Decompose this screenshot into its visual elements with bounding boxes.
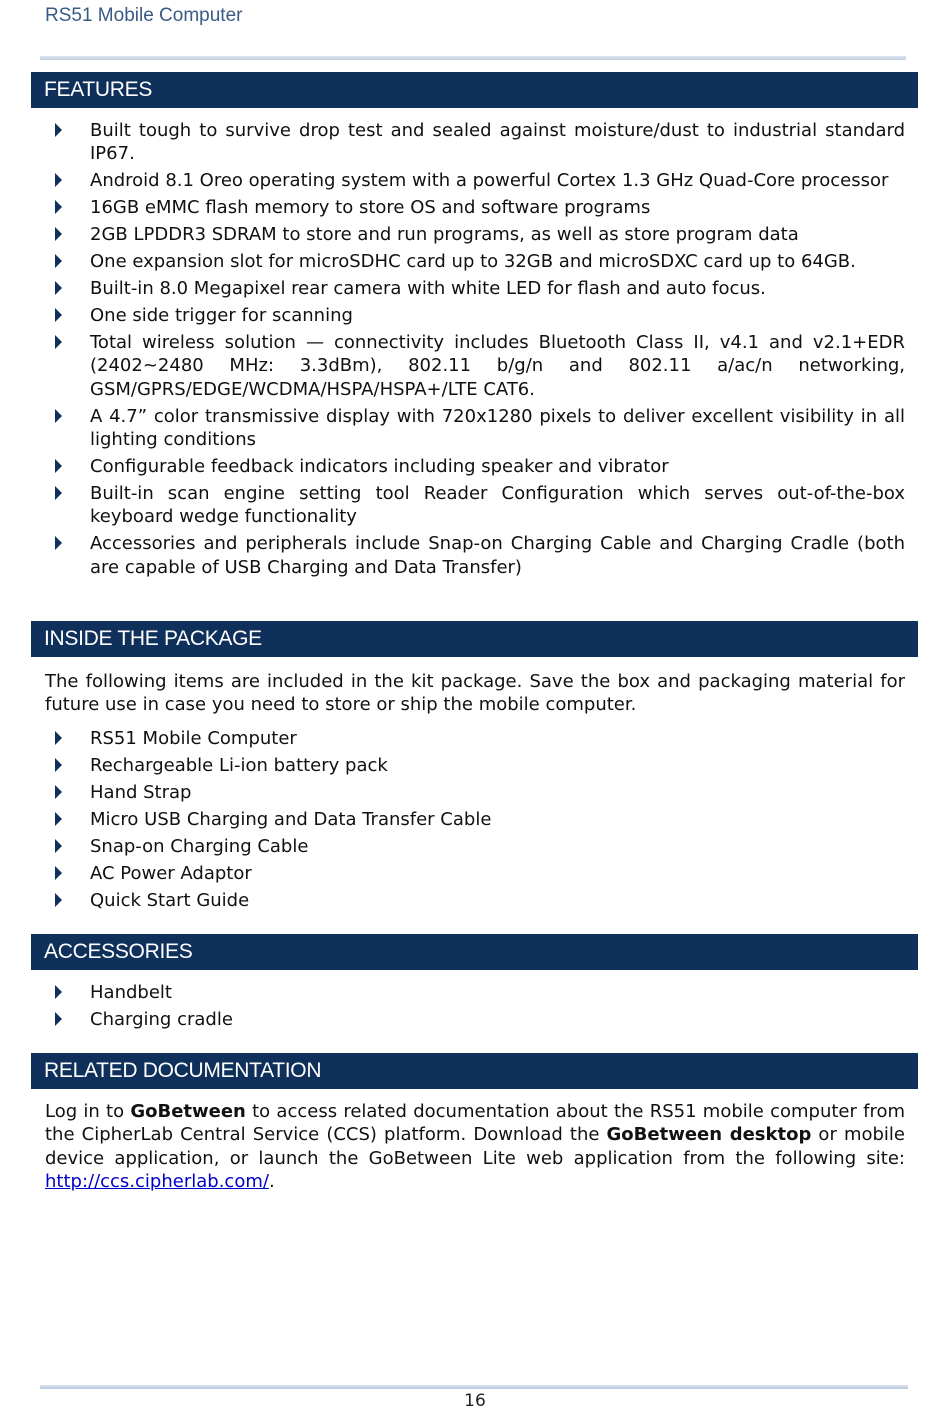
list-item: AC Power Adaptor xyxy=(31,862,918,885)
bullet-arrow-icon xyxy=(55,227,62,241)
list-item: Snap-on Charging Cable xyxy=(31,835,918,858)
running-header: RS51 Mobile Computer xyxy=(45,5,243,26)
accessories-section xyxy=(31,934,918,1031)
bullet-arrow-icon xyxy=(55,536,62,550)
bullet-arrow-icon xyxy=(55,254,62,268)
list-item: Built-in scan engine setting tool Reader Configuration which serves out-of-the-box keyboard wedge functionality xyxy=(31,482,918,529)
accessories-list xyxy=(31,981,918,1031)
list-item: A 4.7” color transmissive display with 720x1280 pixels to deliver excellent visibility in all lighting conditions xyxy=(31,405,918,452)
list-item: Built-in 8.0 Megapixel rear camera with white LED for flash and auto focus. xyxy=(31,277,918,300)
list-item: Hand Strap xyxy=(31,781,918,804)
bullet-arrow-icon xyxy=(55,123,62,137)
bullet-arrow-icon xyxy=(55,866,62,880)
list-item: Charging cradle xyxy=(31,1008,918,1031)
bullet-arrow-icon xyxy=(55,785,62,799)
list-item: RS51 Mobile Computer xyxy=(31,727,918,750)
gobetween-name: GoBetween xyxy=(130,1101,246,1122)
list-item: 16GB eMMC flash memory to store OS and software programs xyxy=(31,196,918,219)
list-item: Accessories and peripherals include Snap-on Charging Cable and Charging Cradle (both are capable of USB Charging and Data Transfer) xyxy=(31,532,918,579)
related-section xyxy=(31,1053,918,1193)
footer-rule xyxy=(40,1385,908,1389)
package-heading: INSIDE THE PACKAGE xyxy=(31,621,918,657)
gobetween-desktop-name: GoBetween desktop xyxy=(606,1124,812,1146)
ccs-link[interactable]: http://ccs.cipherlab.com/ xyxy=(45,1170,269,1192)
list-item: One expansion slot for microSDHC card up to 32GB and microSDXC card up to 64GB. xyxy=(31,250,918,273)
bullet-arrow-icon xyxy=(55,409,62,423)
page-number: 16 xyxy=(464,1391,486,1411)
bullet-arrow-icon xyxy=(55,839,62,853)
package-list xyxy=(31,727,918,912)
bullet-arrow-icon xyxy=(55,459,62,473)
bullet-arrow-icon xyxy=(55,173,62,187)
list-item: 2GB LPDDR3 SDRAM to store and run programs, as well as store program data xyxy=(31,223,918,246)
features-heading: FEATURES xyxy=(31,72,918,108)
package-intro: The following items are included in the kit package. Save the box and packaging material for future use in case you need to store or ship the mobile computer. xyxy=(45,671,905,716)
features-section xyxy=(31,72,918,579)
header-rule xyxy=(40,56,906,60)
bullet-arrow-icon xyxy=(55,1012,62,1026)
bullet-arrow-icon xyxy=(55,335,62,349)
list-item: Total wireless solution — connectivity includes Bluetooth Class II, v4.1 and v2.1+EDR (2402~2480 MHz: 3.3dBm), 802.11 b/g/n and 802.11 a/ac/n networking, GSM/GPRS/EDGE/WCDMA/HSPA/HSPA+/LTE CAT6. xyxy=(31,331,918,401)
list-item: Micro USB Charging and Data Transfer Cable xyxy=(31,808,918,831)
list-item: Configurable feedback indicators including speaker and vibrator xyxy=(31,455,918,478)
list-item: Quick Start Guide xyxy=(31,889,918,912)
list-item: Rechargeable Li-ion battery pack xyxy=(31,754,918,777)
list-item: Built tough to survive drop test and sealed against moisture/dust to industrial standard IP67. xyxy=(31,119,918,166)
related-paragraph: Log in to GoBetween to access related documentation about the RS51 mobile computer from the CipherLab Central Service (CCS) platform. Download the GoBetween desktop or mobile device application, or launch the GoBetween Lite web application from the following site: http://ccs.cipherlab.com/. xyxy=(45,1101,906,1192)
bullet-arrow-icon xyxy=(55,486,62,500)
list-item: Android 8.1 Oreo operating system with a powerful Cortex 1.3 GHz Quad-Core processor xyxy=(31,169,918,192)
bullet-arrow-icon xyxy=(55,893,62,907)
bullet-arrow-icon xyxy=(55,308,62,322)
list-item: Handbelt xyxy=(31,981,918,1004)
package-section xyxy=(31,621,918,912)
bullet-arrow-icon xyxy=(55,281,62,295)
related-heading: RELATED DOCUMENTATION xyxy=(31,1053,918,1089)
accessories-heading: ACCESSORIES xyxy=(31,934,918,970)
bullet-arrow-icon xyxy=(55,731,62,745)
bullet-arrow-icon xyxy=(55,200,62,214)
list-item: One side trigger for scanning xyxy=(31,304,918,327)
features-list xyxy=(31,119,918,579)
bullet-arrow-icon xyxy=(55,758,62,772)
bullet-arrow-icon xyxy=(55,985,62,999)
bullet-arrow-icon xyxy=(55,812,62,826)
